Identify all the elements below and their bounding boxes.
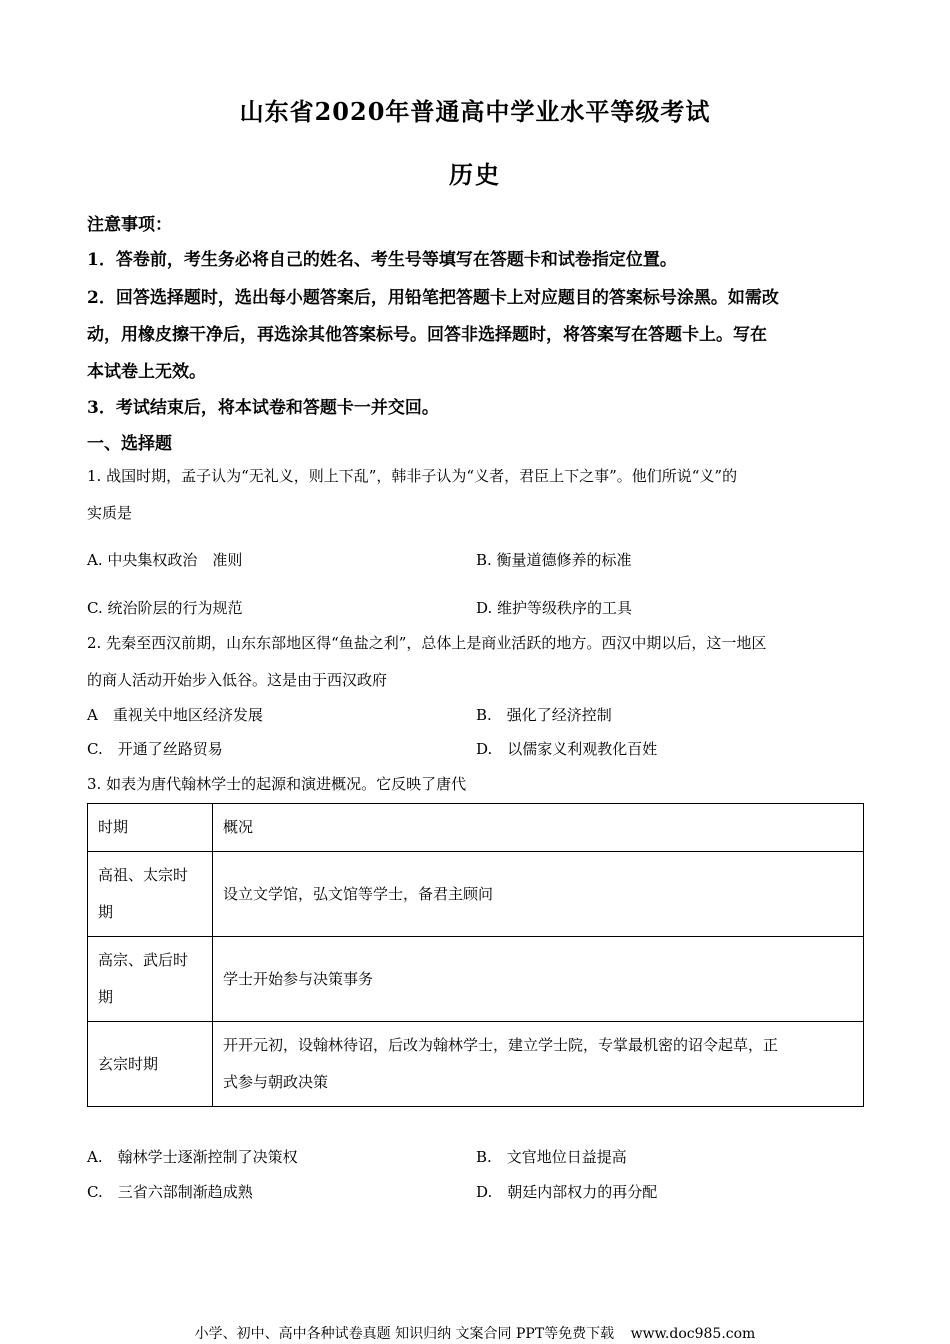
q3-stem: 3. 如表为唐代翰林学士的起源和演进概况。它反映了唐代 [87, 775, 467, 793]
table-cell-overview: 设立文学馆，弘文馆等学士，备君主顾问 [213, 852, 864, 937]
q3-table [87, 803, 864, 1107]
page-footer [0, 1323, 950, 1343]
q1-option-a: A. 中央集权政治 准则 [87, 551, 243, 569]
period-line: 期 [98, 903, 114, 921]
q3-option-a: A. 翰林学士逐渐控制了决策权 [87, 1148, 298, 1166]
section-title: 一、选择题 [87, 434, 172, 454]
q1-stem-line-2: 实质是 [87, 504, 133, 522]
table-row [88, 937, 864, 1022]
notice-heading: 注意事项： [87, 215, 172, 235]
footer-site-link[interactable]: www.doc985.com [630, 1326, 756, 1342]
table-header-period: 时期 [88, 804, 213, 852]
table-row [88, 804, 864, 852]
table-cell-overview [213, 1022, 864, 1107]
notice-item-1: 1．答卷前，考生务必将自己的姓名、考生号等填写在答题卡和试卷指定位置。 [87, 250, 677, 270]
q3-option-c: C. 三省六部制渐趋成熟 [87, 1183, 253, 1201]
period-line: 期 [98, 988, 114, 1006]
table-header-overview: 概况 [213, 804, 864, 852]
q2-stem-line-1: 2. 先秦至西汉前期，山东东部地区得“鱼盐之利”，总体上是商业活跃的地方。西汉中期以后，这一地区 [87, 634, 767, 652]
q1-stem-line-1: 1. 战国时期，孟子认为“无礼义，则上下乱”，韩非子认为“义者，君臣上下之事”。他们所说“义”的 [87, 467, 738, 485]
notice-item-2-line-2: 动，用橡皮擦干净后，再选涂其他答案标号。回答非选择题时，将答案写在答题卡上。写在 [87, 325, 767, 345]
q1-option-b: B. 衡量道德修养的标准 [476, 551, 632, 569]
table-row [88, 1022, 864, 1107]
q1-option-c: C. 统治阶层的行为规范 [87, 599, 243, 617]
table-cell-overview: 学士开始参与决策事务 [213, 937, 864, 1022]
overview-line: 式参与朝政决策 [223, 1073, 329, 1091]
table-row [88, 852, 864, 937]
table-cell-period [88, 852, 213, 937]
q2-option-a: A 重视关中地区经济发展 [87, 706, 263, 724]
q3-option-d: D. 朝廷内部权力的再分配 [476, 1183, 658, 1201]
q2-option-d: D. 以儒家义利观教化百姓 [476, 740, 658, 758]
q2-option-c: C. 开通了丝路贸易 [87, 740, 223, 758]
overview-line: 开开元初，设翰林待诏，后改为翰林学士，建立学士院，专掌最机密的诏令起草，正 [223, 1036, 779, 1054]
notice-item-2-line-1: 2．回答选择题时，选出每小题答案后，用铅笔把答题卡上对应题目的答案标号涂黑。如需改 [87, 288, 779, 308]
notice-item-2-line-3: 本试卷上无效。 [87, 362, 206, 382]
q2-option-b: B. 强化了经济控制 [476, 706, 612, 724]
q2-stem-line-2: 的商人活动开始步入低谷。这是由于西汉政府 [87, 671, 388, 689]
q3-option-b: B. 文官地位日益提高 [476, 1148, 627, 1166]
subject-title: 历史 [449, 160, 501, 189]
period-line: 高宗、武后时 [98, 951, 189, 969]
exam-title: 山东省2020年普通高中学业水平等级考试 [239, 97, 711, 126]
table-cell-period [88, 937, 213, 1022]
q1-option-d: D. 维护等级秩序的工具 [476, 599, 633, 617]
period-line: 高祖、太宗时 [98, 866, 189, 884]
notice-item-3: 3．考试结束后，将本试卷和答题卡一并交回。 [87, 398, 439, 418]
table-cell-period: 玄宗时期 [88, 1022, 213, 1107]
footer-text: 小学、初中、高中各种试卷真题 知识归纳 文案合同 PPT等免费下载 [194, 1326, 615, 1342]
